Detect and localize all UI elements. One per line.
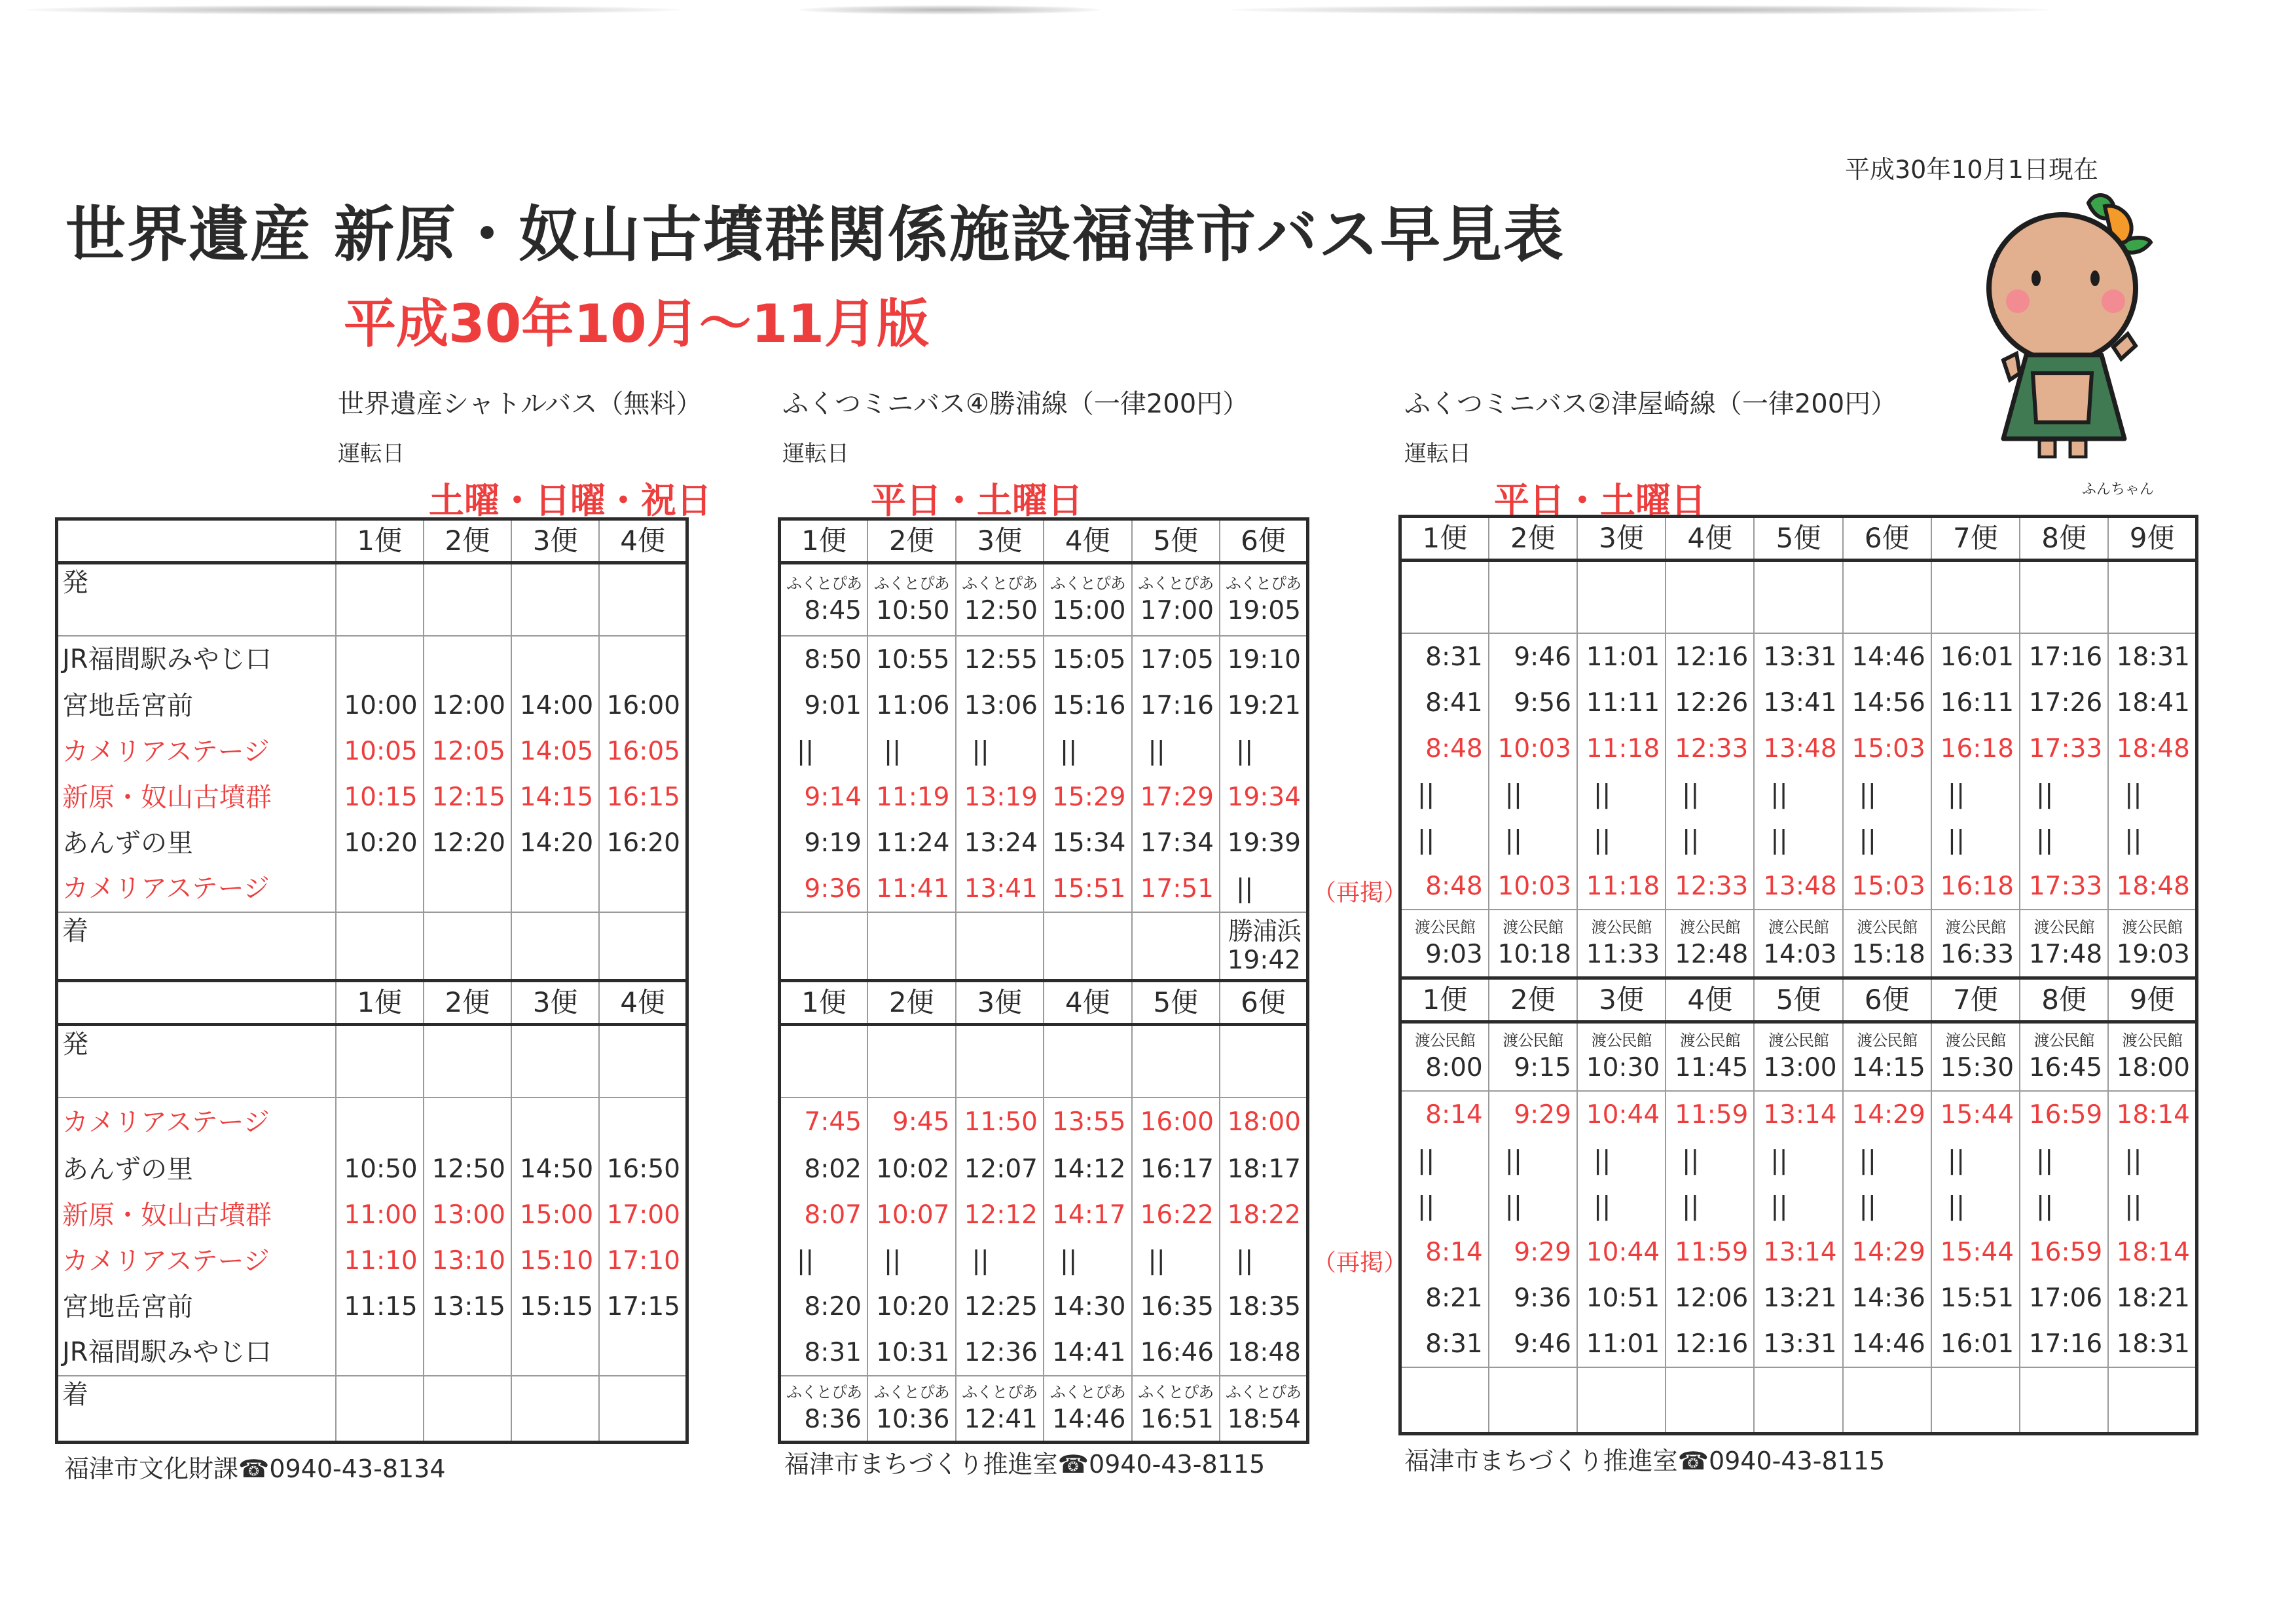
col-header: 3便 <box>956 519 1044 563</box>
table-row-highlight: 新原・奴山古墳群 11:00 13:00 15:00 17:00 <box>57 1192 687 1238</box>
arrive-place: ふくとぴあ <box>1138 1383 1214 1402</box>
table-row-highlight: カメリアステージ 11:10 13:10 15:10 17:10 <box>57 1238 687 1284</box>
col-header: 4便 <box>1666 517 1754 561</box>
stop-name: あんずの里 <box>57 1147 336 1192</box>
depart-place: ふくとぴあ <box>962 574 1038 593</box>
arrive-place: 渡公民館 <box>1945 917 2006 936</box>
depart-place: 渡公民館 <box>1679 1031 1740 1050</box>
tsuyazaki-days: 平日・土曜日 <box>1494 480 1706 521</box>
table-row-highlight: 9:36 11:41 13:41 15:51 17:51 || <box>780 866 1308 912</box>
table-row-highlight: 8:48 10:03 11:18 12:33 13:48 15:03 16:18 17:33 18:48 <box>1400 864 2197 910</box>
table-row: 8:41 9:56 11:11 12:26 13:41 14:56 16:11 17:26 18:41 <box>1400 680 2197 726</box>
tsuyazaki-outbound <box>1400 517 2197 978</box>
katsuura-outbound <box>780 519 1308 981</box>
pass-row: || || || || || || || || || <box>1400 1184 2197 1230</box>
col-header: 8便 <box>2020 978 2108 1022</box>
table-row-highlight: 8:14 9:29 10:44 11:59 13:14 14:29 15:44 16:59 18:14 <box>1400 1230 2197 1276</box>
table-row-highlight <box>57 866 687 912</box>
scan-shadow <box>26 5 681 14</box>
header-row <box>57 519 687 563</box>
stop-name: カメリアステージ <box>57 1098 336 1147</box>
col-header: 2便 <box>424 981 511 1025</box>
col-header: 1便 <box>336 981 424 1025</box>
stop-name: 宮地岳宮前 <box>57 683 336 729</box>
table-row: 9:19 11:24 13:24 15:34 17:34 19:39 <box>780 821 1308 866</box>
arrive-place: 渡公民館 <box>1768 917 1829 936</box>
shuttle-timetable <box>55 517 689 1444</box>
katsuura-title: ふくつミニバス④勝浦線（一律200円） <box>782 389 1249 419</box>
depart-place: ふくとぴあ <box>786 574 862 593</box>
arrive-row: ふくとぴあ 8:36 ふくとぴあ 10:36 ふくとぴあ 12:41 ふくとぴあ 14:46 ふくとぴあ 16:51 ふくとぴあ 18:54 <box>780 1376 1308 1443</box>
depart-place: 渡公民館 <box>1503 1031 1563 1050</box>
stop-name: 新原・奴山古墳群 <box>57 1192 336 1238</box>
table-row: 8:31 9:46 11:01 12:16 13:31 14:46 16:01 17:16 18:31 <box>1400 633 2197 680</box>
col-header: 3便 <box>511 981 599 1025</box>
table-row-highlight: 9:14 11:19 13:19 15:29 17:29 19:34 <box>780 775 1308 821</box>
col-header: 5便 <box>1754 978 1842 1022</box>
depart-row <box>780 1025 1308 1098</box>
page-title: 世界遺産 新原・奴山古墳群関係施設福津市バス早見表 <box>65 200 1565 270</box>
katsuura-contact: 福津市まちづくり推進室☎0940-43-8115 <box>784 1450 1266 1479</box>
corner-cell <box>57 981 336 1025</box>
arrive-label: 着 <box>57 1376 336 1443</box>
depart-place: ふくとぴあ <box>1049 574 1125 593</box>
depart-place: 渡公民館 <box>1591 1031 1652 1050</box>
arrive-row <box>57 912 687 981</box>
table-row-highlight: 8:07 10:07 12:12 14:17 16:22 18:22 <box>780 1192 1308 1238</box>
arrive-place: ふくとぴあ <box>786 1383 862 1402</box>
reprint-note: （再掲） <box>1313 879 1408 906</box>
col-header: 2便 <box>1489 978 1577 1022</box>
col-header: 2便 <box>424 519 511 563</box>
depart-place: ふくとぴあ <box>1138 574 1214 593</box>
col-header: 3便 <box>956 981 1044 1025</box>
col-header: 5便 <box>1132 519 1220 563</box>
col-header: 2便 <box>867 519 956 563</box>
header-row <box>57 981 687 1025</box>
table-row-highlight: カメリアステージ 10:05 12:05 14:05 16:05 <box>57 729 687 775</box>
col-header: 3便 <box>1577 517 1666 561</box>
depart-place: 渡公民館 <box>1768 1031 1829 1050</box>
as-of-date: 平成30年10月1日現在 <box>1845 155 2098 184</box>
col-header: 2便 <box>1489 517 1577 561</box>
arrive-place: ふくとぴあ <box>873 1383 949 1402</box>
reprint-note: （再掲） <box>1313 1249 1408 1276</box>
stop-name: カメリアステージ <box>57 729 336 775</box>
col-header: 4便 <box>1044 981 1132 1025</box>
shuttle-run-label: 運転日 <box>338 441 405 467</box>
table-row <box>57 1330 687 1376</box>
stop-name: カメリアステージ <box>57 866 336 912</box>
col-header: 3便 <box>1577 978 1666 1022</box>
shuttle-contact: 福津市文化財課☎0940-43-8134 <box>64 1454 446 1483</box>
col-header: 4便 <box>599 981 687 1025</box>
col-header: 7便 <box>1931 517 2020 561</box>
arrive-place: 渡公民館 <box>1857 917 1918 936</box>
mascot-name: ふんちゃん <box>2082 481 2155 498</box>
header-row <box>1400 517 2197 561</box>
depart-row <box>1400 561 2197 633</box>
pass-row: || || || || || || || || || <box>1400 1138 2197 1184</box>
depart-row: ふくとぴあ 8:45 ふくとぴあ 10:50 ふくとぴあ 12:50 ふくとぴあ 15:00 ふくとぴあ 17:00 ふくとぴあ 19:05 <box>780 563 1308 636</box>
scan-shadow <box>799 5 1100 14</box>
arrive-place: 渡公民館 <box>1503 917 1563 936</box>
depart-row <box>57 1025 687 1098</box>
corner-cell <box>57 519 336 563</box>
stop-name: 宮地岳宮前 <box>57 1284 336 1330</box>
arrive-place: ふくとぴあ <box>1226 1383 1301 1402</box>
arrive-place: 渡公民館 <box>1679 917 1740 936</box>
table-row: あんずの里 10:50 12:50 14:50 16:50 <box>57 1147 687 1192</box>
depart-label: 発 <box>57 563 336 636</box>
arrive-row: 渡公民館 9:03 渡公民館 10:18 渡公民館 11:33 渡公民館 12:48 渡公民館 14:03 渡公民館 15:18 渡公民館 16:33 渡公民館 17:48 渡公民館 19:03 <box>1400 910 2197 978</box>
depart-place: ふくとぴあ <box>873 574 949 593</box>
col-header: 1便 <box>1400 517 1489 561</box>
table-row: 9:01 11:06 13:06 15:16 17:16 19:21 <box>780 683 1308 729</box>
katsuura-run-label: 運転日 <box>782 441 849 467</box>
table-row: 8:21 9:36 10:51 12:06 13:21 14:36 15:51 17:06 18:21 <box>1400 1276 2197 1321</box>
col-header: 9便 <box>2108 978 2196 1022</box>
table-row: あんずの里 10:20 12:20 14:20 16:20 <box>57 821 687 866</box>
table-row: 8:50 10:55 12:55 15:05 17:05 19:10 <box>780 636 1308 683</box>
tsuyazaki-timetable <box>1398 515 2198 1435</box>
stop-name: JR福間駅みやじ口 <box>57 636 336 683</box>
depart-place: 渡公民館 <box>2122 1031 2183 1050</box>
shuttle-outbound <box>57 519 687 981</box>
shuttle-title: 世界遺産シャトルバス（無料） <box>338 389 702 419</box>
arrive-place: 渡公民館 <box>2122 917 2183 936</box>
table-row-highlight: 8:14 9:29 10:44 11:59 13:14 14:29 15:44 16:59 18:14 <box>1400 1091 2197 1138</box>
col-header: 7便 <box>1931 978 2020 1022</box>
pass-row: || || || || || || || || || <box>1400 772 2197 818</box>
table-row: 8:31 9:46 11:01 12:16 13:31 14:46 16:01 17:16 18:31 <box>1400 1321 2197 1367</box>
tsuyazaki-inbound <box>1400 978 2197 1434</box>
arrive-place: 渡公民館 <box>1414 917 1475 936</box>
shuttle-days: 土曜・日曜・祝日 <box>429 480 712 521</box>
header-row <box>780 519 1308 563</box>
scan-shadow <box>1231 5 2049 14</box>
table-row-highlight: 7:45 9:45 11:50 13:55 16:00 18:00 <box>780 1098 1308 1147</box>
tsuyazaki-title: ふくつミニバス②津屋崎線（一律200円） <box>1404 389 1897 419</box>
arrive-place: 渡公民館 <box>1591 917 1652 936</box>
arrive-place: 渡公民館 <box>2033 917 2094 936</box>
col-header: 1便 <box>1400 978 1489 1022</box>
depart-place: 渡公民館 <box>1857 1031 1918 1050</box>
col-header: 4便 <box>1044 519 1132 563</box>
depart-place: 渡公民館 <box>1414 1031 1475 1050</box>
table-row <box>57 636 687 683</box>
col-header: 6便 <box>1843 978 1931 1022</box>
mascot-illustration <box>1964 183 2174 458</box>
stop-name: JR福間駅みやじ口 <box>57 1330 336 1376</box>
depart-place: ふくとぴあ <box>1226 574 1301 593</box>
header-row <box>780 981 1308 1025</box>
tsuyazaki-run-label: 運転日 <box>1404 441 1471 467</box>
table-row-highlight: 8:48 10:03 11:18 12:33 13:48 15:03 16:18 17:33 18:48 <box>1400 726 2197 772</box>
col-header: 6便 <box>1220 519 1308 563</box>
depart-place: 渡公民館 <box>1945 1031 2006 1050</box>
col-header: 4便 <box>1666 978 1754 1022</box>
col-header: 8便 <box>2020 517 2108 561</box>
table-row: 8:20 10:20 12:25 14:30 16:35 18:35 <box>780 1284 1308 1330</box>
col-header: 6便 <box>1220 981 1308 1025</box>
col-header: 5便 <box>1754 517 1842 561</box>
depart-row <box>57 563 687 636</box>
col-header: 9便 <box>2108 517 2196 561</box>
table-row: 8:02 10:02 12:07 14:12 16:17 18:17 <box>780 1147 1308 1192</box>
table-row-highlight <box>57 1098 687 1147</box>
col-header: 6便 <box>1843 517 1931 561</box>
edition-label: 平成30年10月～11月版 <box>344 293 929 354</box>
stop-name: 新原・奴山古墳群 <box>57 775 336 821</box>
col-header: 5便 <box>1132 981 1220 1025</box>
depart-row: 渡公民館 8:00 渡公民館 9:15 渡公民館 10:30 渡公民館 11:45 渡公民館 13:00 渡公民館 14:15 渡公民館 15:30 渡公民館 16:45 渡公民館 18:00 <box>1400 1022 2197 1091</box>
table-row-highlight: 新原・奴山古墳群 10:15 12:15 14:15 16:15 <box>57 775 687 821</box>
arrive-place: ふくとぴあ <box>962 1383 1038 1402</box>
header-row <box>1400 978 2197 1022</box>
arrive-row <box>1400 1367 2197 1434</box>
col-header: 2便 <box>867 981 956 1025</box>
col-header: 1便 <box>780 519 868 563</box>
arrive-label: 着 <box>57 912 336 981</box>
arrive-row <box>57 1376 687 1443</box>
katsuura-inbound <box>780 981 1308 1443</box>
pass-row: || || || || || || <box>780 729 1308 775</box>
stop-name: カメリアステージ <box>57 1238 336 1284</box>
table-row: 宮地岳宮前 10:00 12:00 14:00 16:00 <box>57 683 687 729</box>
table-row: 8:31 10:31 12:36 14:41 16:46 18:48 <box>780 1330 1308 1376</box>
col-header: 1便 <box>780 981 868 1025</box>
arrive-row: 勝浦浜 19:42 <box>780 912 1308 981</box>
col-header: 4便 <box>599 519 687 563</box>
arrive-place: ふくとぴあ <box>1049 1383 1125 1402</box>
depart-label: 発 <box>57 1025 336 1098</box>
tsuyazaki-contact: 福津市まちづくり推進室☎0940-43-8115 <box>1404 1447 1886 1475</box>
katsuura-days: 平日・土曜日 <box>871 480 1083 521</box>
table-row: 宮地岳宮前 11:15 13:15 15:15 17:15 <box>57 1284 687 1330</box>
pass-row: || || || || || || <box>780 1238 1308 1284</box>
shuttle-inbound <box>57 981 687 1443</box>
stop-name: あんずの里 <box>57 821 336 866</box>
arrive-place: 勝浦浜 <box>1228 916 1301 946</box>
pass-row: || || || || || || || || || <box>1400 818 2197 864</box>
col-header: 3便 <box>511 519 599 563</box>
depart-place: 渡公民館 <box>2033 1031 2094 1050</box>
col-header: 1便 <box>336 519 424 563</box>
katsuura-timetable <box>778 517 1309 1444</box>
